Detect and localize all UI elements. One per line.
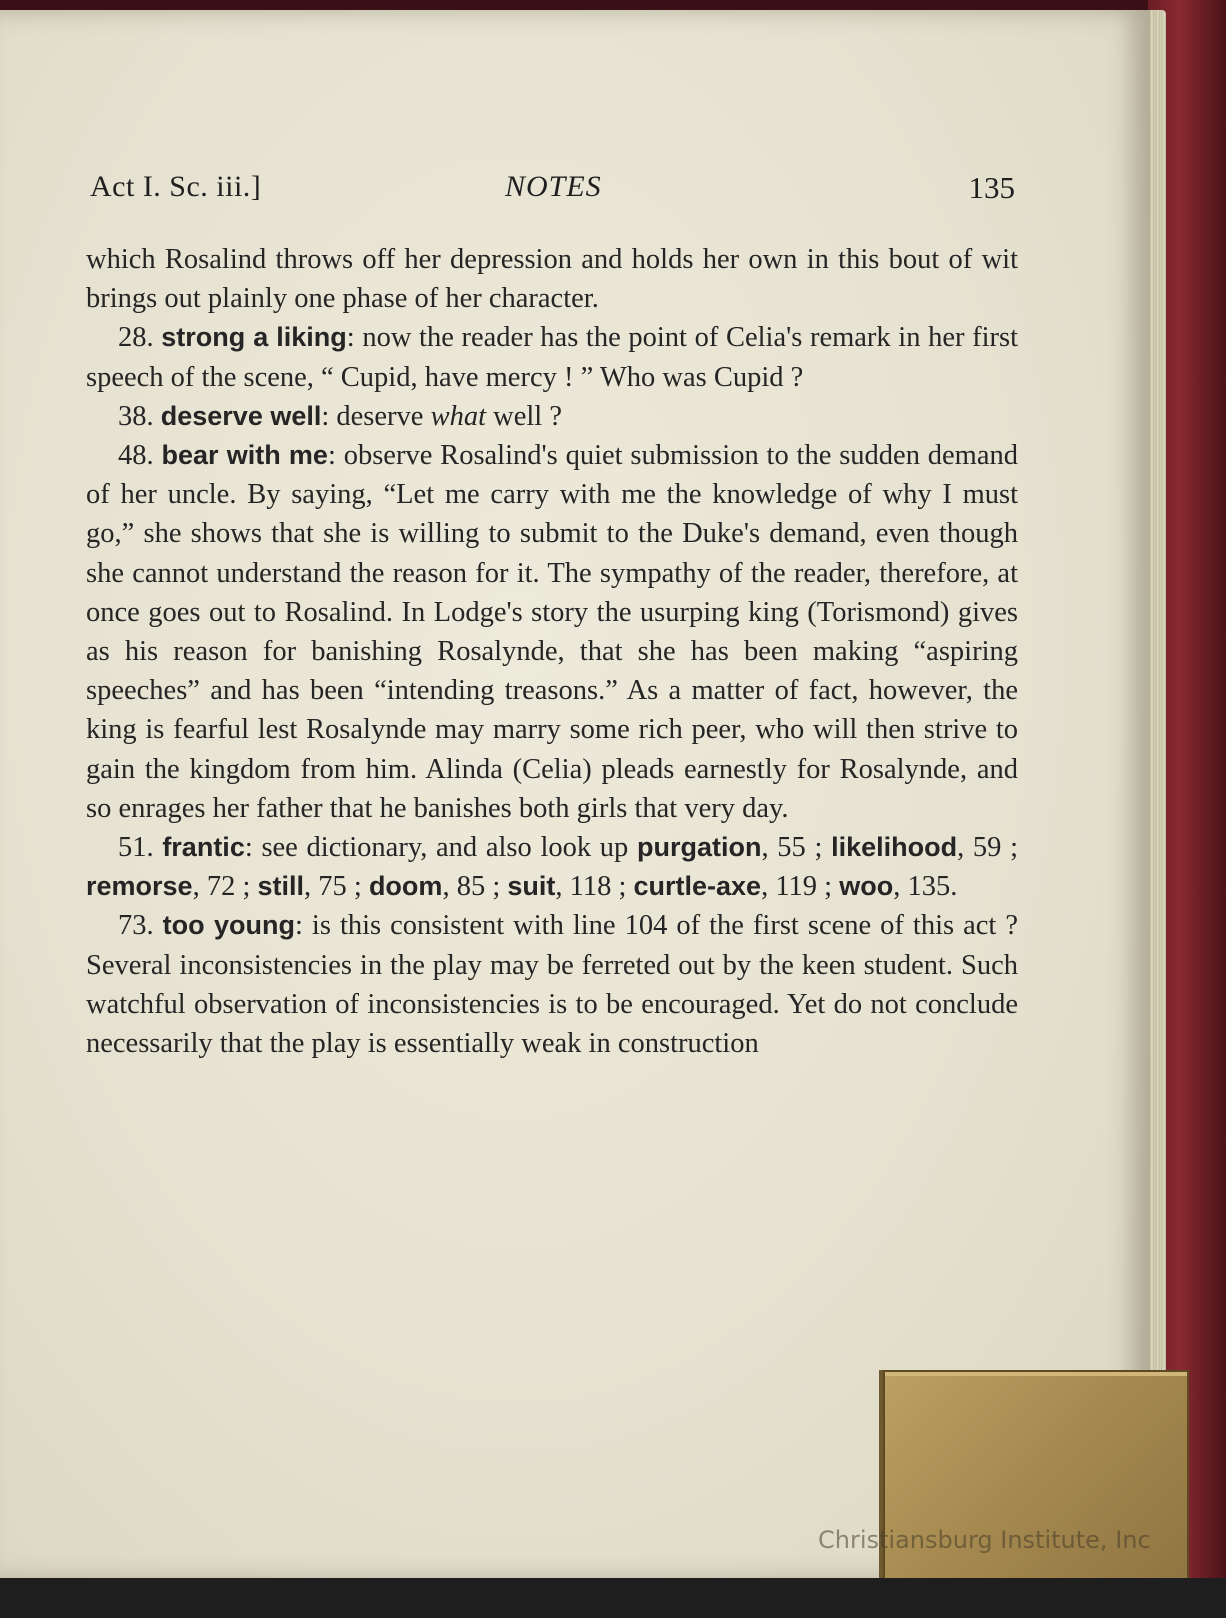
bottom-shadow — [0, 1578, 1226, 1618]
note-term: bear with me — [161, 440, 328, 471]
line-ref: , 135. — [893, 871, 958, 903]
line-ref: , 59 ; — [957, 832, 1019, 864]
lookup-word: doom — [368, 871, 443, 902]
note-term: frantic — [162, 832, 245, 863]
gold-book-weight — [883, 1370, 1189, 1596]
lookup-word: curtle-axe — [633, 871, 762, 902]
running-header — [90, 170, 1015, 212]
continued-paragraph: which Rosalind throws off her depression and holds her own in this bout of wit brings out plainly one phase of her character. — [86, 244, 1018, 315]
note-text: : is this consistent with line 104 of the first scene of this act ? Several inconsistencies in the play may be ferreted out by the keen student. Such watchful observation of inconsistencies is to be encouraged. Yet do not conclude necessarily that the play is essentially weak in construction — [86, 910, 1018, 1060]
running-head-left: Act I. Sc. iii.] — [90, 170, 262, 203]
lookup-word: likelihood — [831, 832, 958, 863]
note-number: 28. — [118, 322, 154, 354]
lookup-word: still — [257, 871, 305, 902]
lookup-word: woo — [839, 871, 894, 902]
lookup-word: purgation — [637, 832, 762, 863]
note-51 — [86, 828, 1018, 906]
note-28 — [86, 318, 1018, 396]
book-page — [0, 10, 1150, 1580]
note-text: : observe Rosalind's quiet submission to the sudden demand of her uncle. By saying, “Let me carry with me the knowledge of why I must go,” she shows that she is willing to submit to the Duke's demand, even though she cannot understand the reason for it. The sympathy of the reader, therefore, at once goes out to Rosalind. In Lodge's story the usurping king (Torismond) gives as his reason for banishing Rosalynde, that she has been making “aspiring speeches” and has been “intending treasons.” As a matter of fact, however, the king is fearful lest Rosalynde may marry some rich peer, who will then strive to gain the kingdom from him. Alinda (Celia) pleads earnestly for Rosalynde, and so enrages her father that he banishes both girls that very day. — [86, 440, 1019, 824]
lookup-word: suit — [507, 871, 556, 902]
note-term: too young — [162, 910, 295, 941]
lookup-word: remorse — [86, 871, 193, 902]
note-text: : now the reader has the point of Celia's remark in her first speech of the scene, “ Cupid, have mercy ! ” Who was Cupid ? — [86, 322, 1019, 393]
line-ref: , 119 ; — [761, 871, 840, 903]
line-ref: , 55 ; — [761, 832, 832, 864]
line-ref: , 85 ; — [442, 871, 508, 903]
watermark: Christiansburg Institute, Inc — [818, 1526, 1151, 1554]
note-term: deserve well — [160, 400, 322, 431]
note-73 — [86, 906, 1018, 1063]
page-number: 135 — [968, 170, 1015, 205]
line-ref: , 72 ; — [192, 871, 258, 903]
note-emphasis: what — [430, 400, 486, 432]
note-48 — [86, 436, 1018, 828]
note-number: 48. — [118, 440, 154, 472]
note-number: 38. — [118, 400, 154, 432]
note-text: : deserve — [321, 400, 431, 432]
note-38 — [86, 397, 1018, 436]
note-text: well ? — [486, 400, 562, 432]
line-ref: , 118 ; — [555, 871, 634, 903]
notes-text — [86, 240, 1018, 1063]
note-term: strong a liking — [161, 322, 347, 353]
running-head-center: NOTES — [505, 170, 602, 203]
note-text: : see dictionary, and also look up — [244, 832, 637, 864]
note-number: 73. — [118, 910, 154, 942]
note-number: 51. — [118, 832, 154, 864]
line-ref: , 75 ; — [304, 871, 369, 903]
